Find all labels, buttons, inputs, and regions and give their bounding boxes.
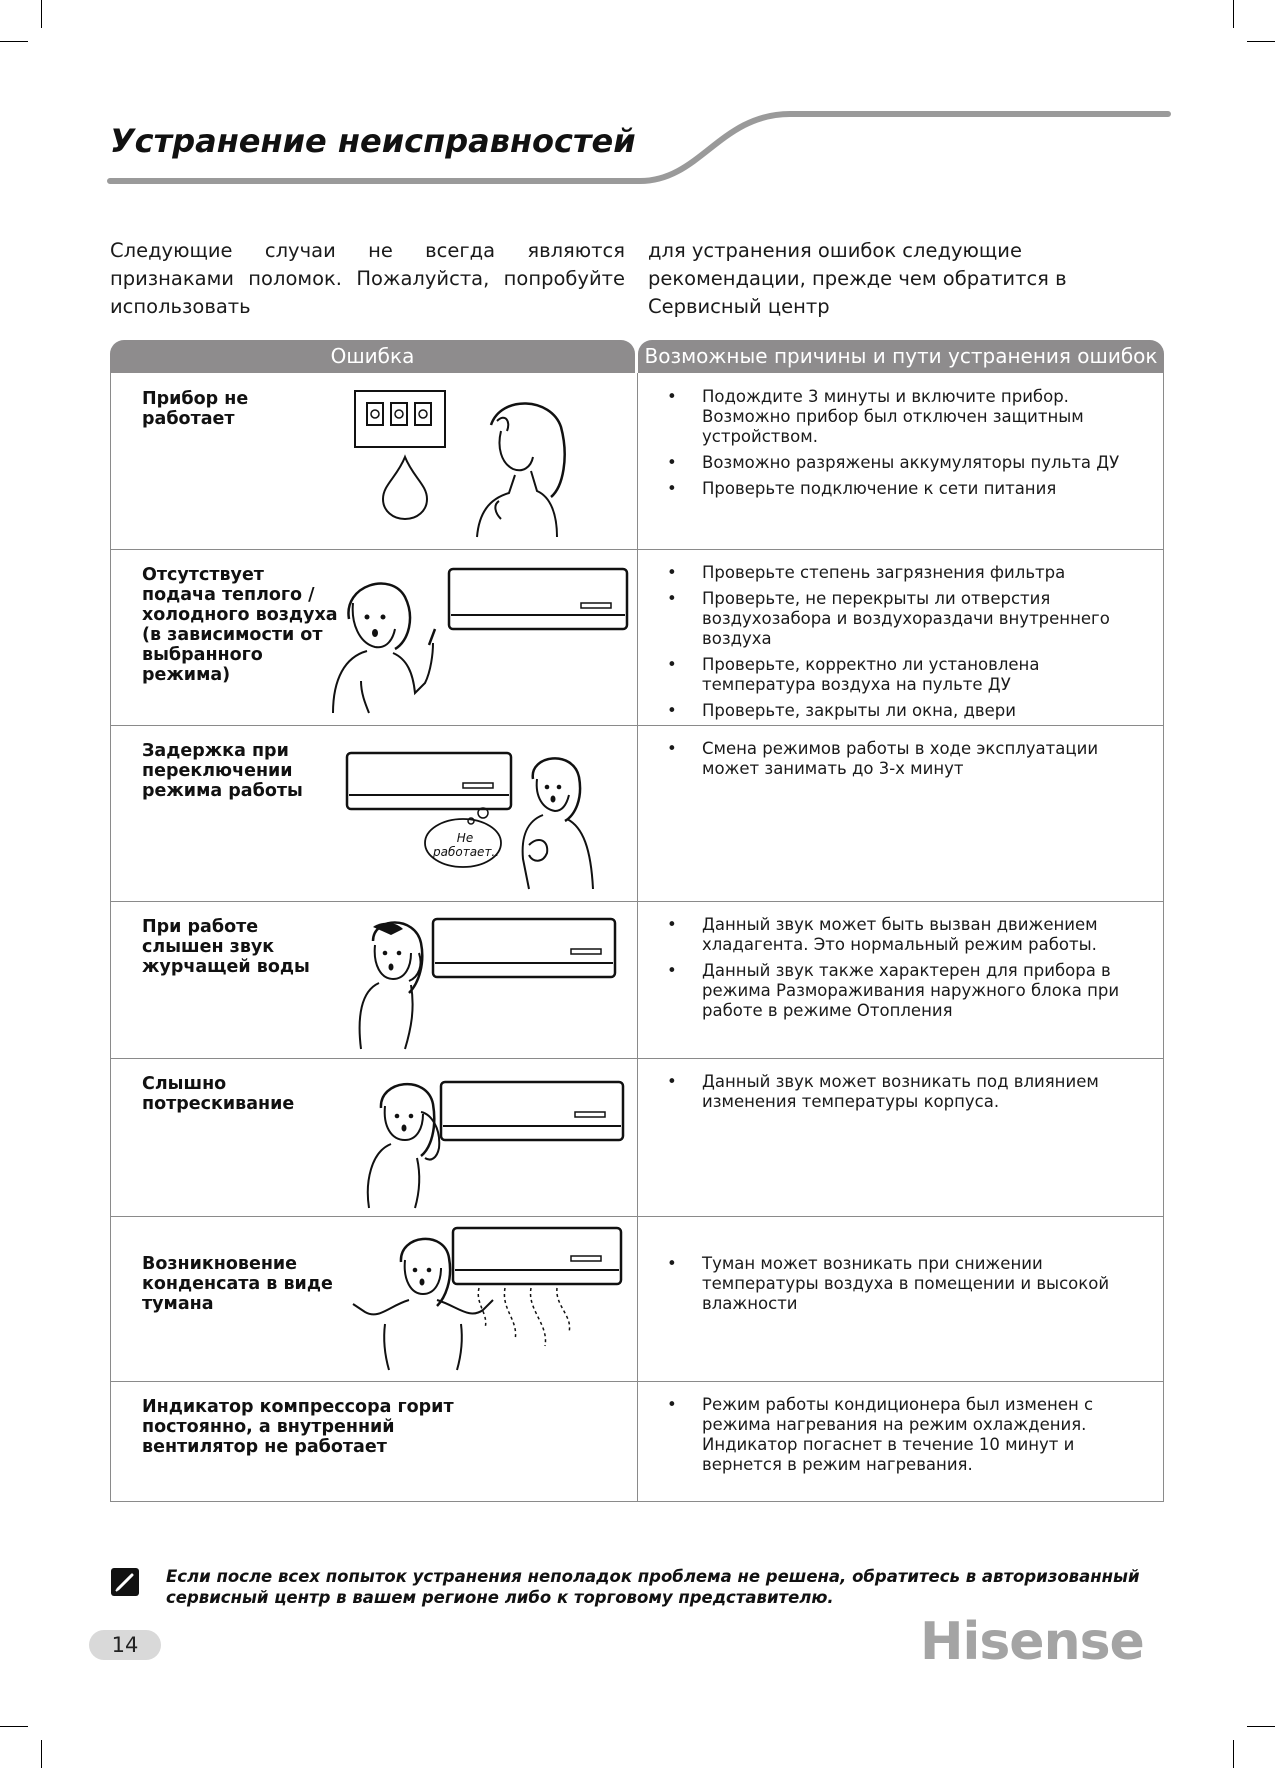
outlet-woman-illustration (351, 387, 641, 542)
table-row (111, 725, 1163, 902)
cause-item: • Проверьте, не перекрыты ли отверстия воздухозабора и воздухораздачи внутреннего воздуха (667, 589, 1137, 649)
cause-item: • Туман может возникать при снижении температуры воздуха в помещении и высокой влажности (667, 1254, 1137, 1314)
table-header (110, 340, 1164, 373)
crop-mark (1247, 1726, 1275, 1727)
woman-pointing-ac-illustration (321, 563, 631, 723)
cause-item: • Проверьте подключение к сети питания (667, 479, 1137, 499)
service-note: Если после всех попыток устранения неполадок проблема не решена, обратитесь в авторизованный сервисный центр в вашем регионе либо к торговому представителю. (166, 1567, 1140, 1607)
cause-item: • Смена режимов работы в ходе эксплуатации может занимать до 3-х минут (667, 739, 1137, 779)
crop-mark (0, 41, 28, 42)
cause-item: • Проверьте степень загрязнения фильтра (667, 563, 1137, 583)
table-row (111, 1381, 1163, 1501)
troubleshooting-table (110, 340, 1164, 1502)
brand-logo: Hisense (920, 1612, 1144, 1672)
cause-list (667, 1072, 1137, 1118)
cause-list (667, 915, 1137, 1027)
crop-mark (0, 1726, 28, 1727)
page-number: 14 (89, 1630, 161, 1660)
header-causes: Возможные причины и пути устранения ошибок (638, 340, 1164, 373)
cause-list (667, 739, 1137, 785)
error-label: Прибор не работает (142, 389, 249, 429)
cause-item: • Данный звук может быть вызван движением хладагента. Это нормальный режим работы. (667, 915, 1137, 955)
intro-text-left: Следующие случаи не всегда являются признаками поломок. Пожалуйста, попробуйте использовать (110, 239, 625, 318)
table-row (111, 1058, 1163, 1217)
cause-item: • Режим работы кондиционера был изменен с режима нагревания на режим охлаждения. Индикатор погаснет в течение 10 минут и вернется в режим нагревания. (667, 1395, 1137, 1475)
cause-item: • Проверьте, корректно ли установлена температура воздуха на пульте ДУ (667, 655, 1137, 695)
error-label: Отсутствует подача теплого / холодного воздуха (в зависимости от выбранного режима) (142, 565, 338, 685)
ac-thinking-woman-illustration (343, 749, 633, 899)
pencil-note-icon (111, 1568, 139, 1596)
table-row (111, 549, 1163, 726)
cause-list (667, 563, 1137, 727)
crop-mark (41, 1740, 42, 1768)
crop-mark (1247, 41, 1275, 42)
cause-list (667, 1254, 1137, 1320)
cause-item: • Данный звук может возникать под влиянием изменения температуры корпуса. (667, 1072, 1137, 1112)
error-label: При работе слышен звук журчащей воды (142, 917, 310, 977)
woman-listening-ac-illustration (351, 913, 631, 1053)
crop-mark (1233, 1740, 1234, 1768)
page-title: Устранение неисправностей (110, 122, 636, 160)
table-row (111, 1216, 1163, 1382)
header-error: Ошибка (110, 340, 635, 373)
cause-list (667, 1395, 1137, 1481)
thought-bubble-text: Не работает.. (433, 831, 500, 859)
error-label: Возникновение конденсата в виде тумана (142, 1254, 333, 1314)
cause-item: • Возможно разряжены аккумуляторы пульта ДУ (667, 453, 1137, 473)
intro-text-right: для устранения ошибок следующие рекомендации, прежде чем обратится в Сервисный центр (648, 239, 1067, 318)
cause-item: • Подождите 3 минуты и включите прибор. Возможно прибор был отключен защитным устройством. (667, 387, 1137, 447)
table-body (110, 373, 1164, 1502)
cause-item: • Проверьте, закрыты ли окна, двери (667, 701, 1137, 721)
woman-shrugging-fog-illustration (349, 1224, 639, 1374)
error-label: Слышно потрескивание (142, 1074, 295, 1114)
crop-mark (41, 0, 42, 28)
woman-hand-ear-ac-illustration (361, 1072, 631, 1212)
error-label: Задержка при переключении режима работы (142, 741, 303, 801)
crop-mark (1233, 0, 1234, 28)
table-row (111, 901, 1163, 1059)
cause-item: • Данный звук также характерен для прибора в режима Размораживания наружного блока при работе в режиме Отопления (667, 961, 1137, 1021)
table-row (111, 373, 1163, 550)
cause-list (667, 387, 1137, 505)
error-label: Индикатор компрессора горит постоянно, а внутренний вентилятор не работает (142, 1397, 454, 1457)
